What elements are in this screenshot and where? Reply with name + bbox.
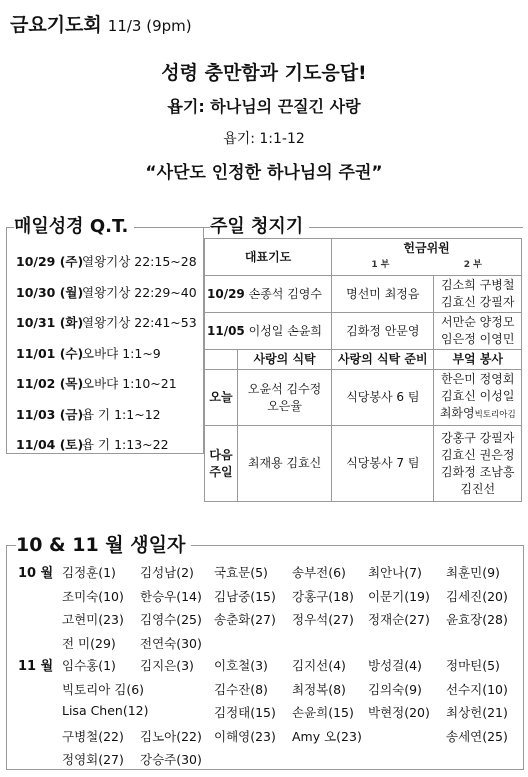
qt-item (16, 405, 202, 436)
qt-passage: 열왕기상 22:41~53 (82, 315, 197, 330)
today-row (205, 370, 522, 426)
birthday-name: 김정훈(1) (62, 565, 116, 580)
offering-sub-1: 1 부 (371, 260, 390, 270)
birthday-name: 손윤희(15) (292, 705, 354, 720)
next-label-a: 다음 (209, 447, 233, 462)
qt-item (16, 313, 202, 344)
qt-item (16, 252, 202, 283)
qt-date: 11/03 (금) (16, 406, 84, 422)
birthday-name: 김정태(15) (214, 705, 276, 720)
birthday-name: 전연숙(30) (140, 635, 202, 651)
next-dining: 최재용 김효신 (238, 426, 332, 502)
birthday-name: Lisa Chen(12) (62, 703, 149, 718)
birthday-name: 강승주(30) (140, 752, 202, 767)
birthday-name: 김의숙(9) (368, 681, 422, 697)
qt-item (16, 374, 202, 405)
birthday-name: 임수홍(1) (62, 658, 116, 673)
row-offering-2b: 김효신 강필자 (441, 295, 515, 309)
qt-date: 11/02 (목) (16, 376, 84, 391)
birthday-name: 최훈민(9) (446, 565, 500, 580)
qt-passage: 열왕기상 22:15~28 (82, 254, 197, 269)
birthday-name: 빅토리아 김(6) (62, 681, 145, 697)
col-dining-header: 사랑의 식탁 (238, 350, 332, 370)
birthday-name: 정마틴(5) (446, 658, 500, 673)
service-date: 11/3 (9pm) (107, 17, 192, 35)
today-dining-a: 오윤석 김수정 (247, 381, 322, 396)
birthday-name: 최안나(7) (368, 565, 422, 580)
qt-item (16, 344, 202, 375)
row-offering-2a: 서만순 양정모 (441, 315, 515, 329)
birthday-name: 김남중(15) (214, 588, 276, 604)
birthday-name: 고현미(23) (62, 612, 124, 627)
col-kitchen-header: 부엌 봉사 (434, 350, 522, 370)
next-kitchen-c: 김화정 조남흥 (441, 464, 515, 479)
next-label-b: 주일 (209, 464, 233, 479)
offering-sub-2: 2 부 (463, 260, 482, 270)
sermon-reference: 욥기: 1:1-12 (223, 131, 305, 147)
today-kitchen-a: 한은미 정영회 (441, 372, 515, 386)
row-offering-1: 명선미 최정음 (332, 276, 434, 313)
birthday-name: 조미숙(10) (62, 588, 124, 604)
birthday-name: 김성남(2) (140, 565, 194, 580)
birthday-name: 선수지(10) (446, 681, 508, 697)
birthday-name: 이호철(3) (214, 658, 268, 673)
birthday-name: 송부전(6) (292, 565, 346, 580)
row-prayer: 손종석 김영수 (248, 286, 322, 301)
offering-label: 헌금위원 (403, 241, 450, 255)
today-label: 오늘 (205, 370, 238, 426)
col-dining-prep-header: 사랑의 식탁 준비 (332, 350, 434, 370)
birthday-name: 방성걸(4) (368, 658, 422, 673)
qt-list (16, 252, 202, 466)
birthday-name: 송세연(25) (446, 728, 508, 744)
qt-date: 10/30 (월) (16, 284, 84, 300)
birthday-name: 구병철(22) (62, 728, 124, 744)
sermon-subtitle: 욥기: 하나님의 끈질긴 사랑 (167, 97, 361, 116)
service-title (10, 10, 192, 37)
birthday-name: 박현정(20) (368, 705, 430, 720)
row-prayer: 이성일 손윤희 (248, 323, 322, 338)
birthday-name: 이해영(23) (214, 728, 276, 744)
qt-item (16, 435, 202, 466)
birthday-name: 김노아(22) (140, 728, 202, 744)
qt-date: 10/31 (화) (16, 315, 84, 330)
birthday-name: 김수잔(8) (214, 681, 268, 697)
qt-passage: 열왕기상 22:29~40 (82, 284, 197, 300)
birthday-name: 김지은(3) (140, 658, 194, 673)
col-offering-header (332, 239, 522, 276)
qt-passage: 오바댜 1:10~21 (82, 376, 177, 391)
birthday-name: 김지선(4) (292, 658, 346, 673)
today-dining-b: 오은율 (267, 398, 302, 413)
birthday-name: 정우석(27) (292, 612, 354, 627)
sunday-heading: 주일 청지기 (210, 212, 309, 238)
next-row (205, 426, 522, 502)
today-kitchen-c-small: 빅토리아김 (474, 410, 516, 420)
service-name: 금요기도회 (10, 14, 102, 36)
steward-row (205, 276, 522, 313)
birthday-name: 정재순(27) (368, 612, 430, 627)
nov-label: 11 월 (18, 659, 54, 674)
birthday-name: 윤효장(28) (446, 612, 508, 627)
birthday-name: 국효문(5) (214, 565, 268, 580)
qt-date: 10/29 (주) (16, 254, 84, 269)
birthday-name: 한승우(14) (140, 588, 202, 604)
birthday-name: 최정복(8) (292, 681, 346, 697)
birthday-name: 송춘화(27) (214, 612, 276, 627)
sermon-quote: “사단도 인정한 하나님의 주권” (145, 163, 383, 183)
birthday-heading: 10 & 11 월 생일자 (16, 530, 191, 557)
next-kitchen-d: 김진선 (460, 481, 496, 496)
row-date: 10/29 (207, 286, 245, 301)
qt-date: 11/04 (토) (16, 437, 84, 452)
qt-heading: 매일성경 Q.T. (14, 212, 134, 238)
row-offering-2a: 김소희 구병철 (441, 278, 515, 292)
birthday-name: 강홍구(18) (292, 588, 354, 604)
birthday-name: 최상헌(21) (446, 705, 508, 720)
qt-passage: 욥 기 1:13~22 (82, 437, 169, 452)
birthday-name: 김세진(20) (446, 588, 508, 604)
qt-passage: 욥 기 1:1~12 (82, 406, 161, 422)
steward-row (205, 313, 522, 350)
birthday-name: Amy 오(23) (292, 728, 362, 744)
qt-item (16, 283, 202, 314)
birthday-name: 김영수(25) (140, 612, 202, 627)
row-offering-1: 김화정 안문영 (332, 313, 434, 350)
today-kitchen-b: 김효신 이성일 (441, 389, 515, 403)
oct-label: 10 월 (18, 566, 54, 581)
birthday-name: 이문기(19) (368, 588, 430, 604)
row-date: 11/05 (207, 323, 245, 338)
sermon-title: 성령 충만함과 기도응답! (161, 62, 367, 84)
next-prep: 식당봉사 7 팀 (332, 426, 434, 502)
qt-date: 11/01 (수) (16, 345, 84, 361)
row-offering-2b: 임은정 이영민 (441, 332, 515, 346)
birthday-name: 전 미(29) (62, 635, 116, 651)
today-kitchen-c: 최화영 (439, 406, 475, 420)
today-prep: 식당봉사 6 팀 (332, 370, 434, 426)
next-kitchen-a: 강홍구 강필자 (441, 430, 515, 445)
birthday-name: 정영회(27) (62, 752, 124, 767)
qt-passage: 오바댜 1:1~9 (82, 345, 161, 361)
next-kitchen-b: 김효신 권은정 (441, 447, 515, 462)
col-prayer-header: 대표기도 (205, 239, 332, 276)
sunday-table (204, 238, 522, 502)
